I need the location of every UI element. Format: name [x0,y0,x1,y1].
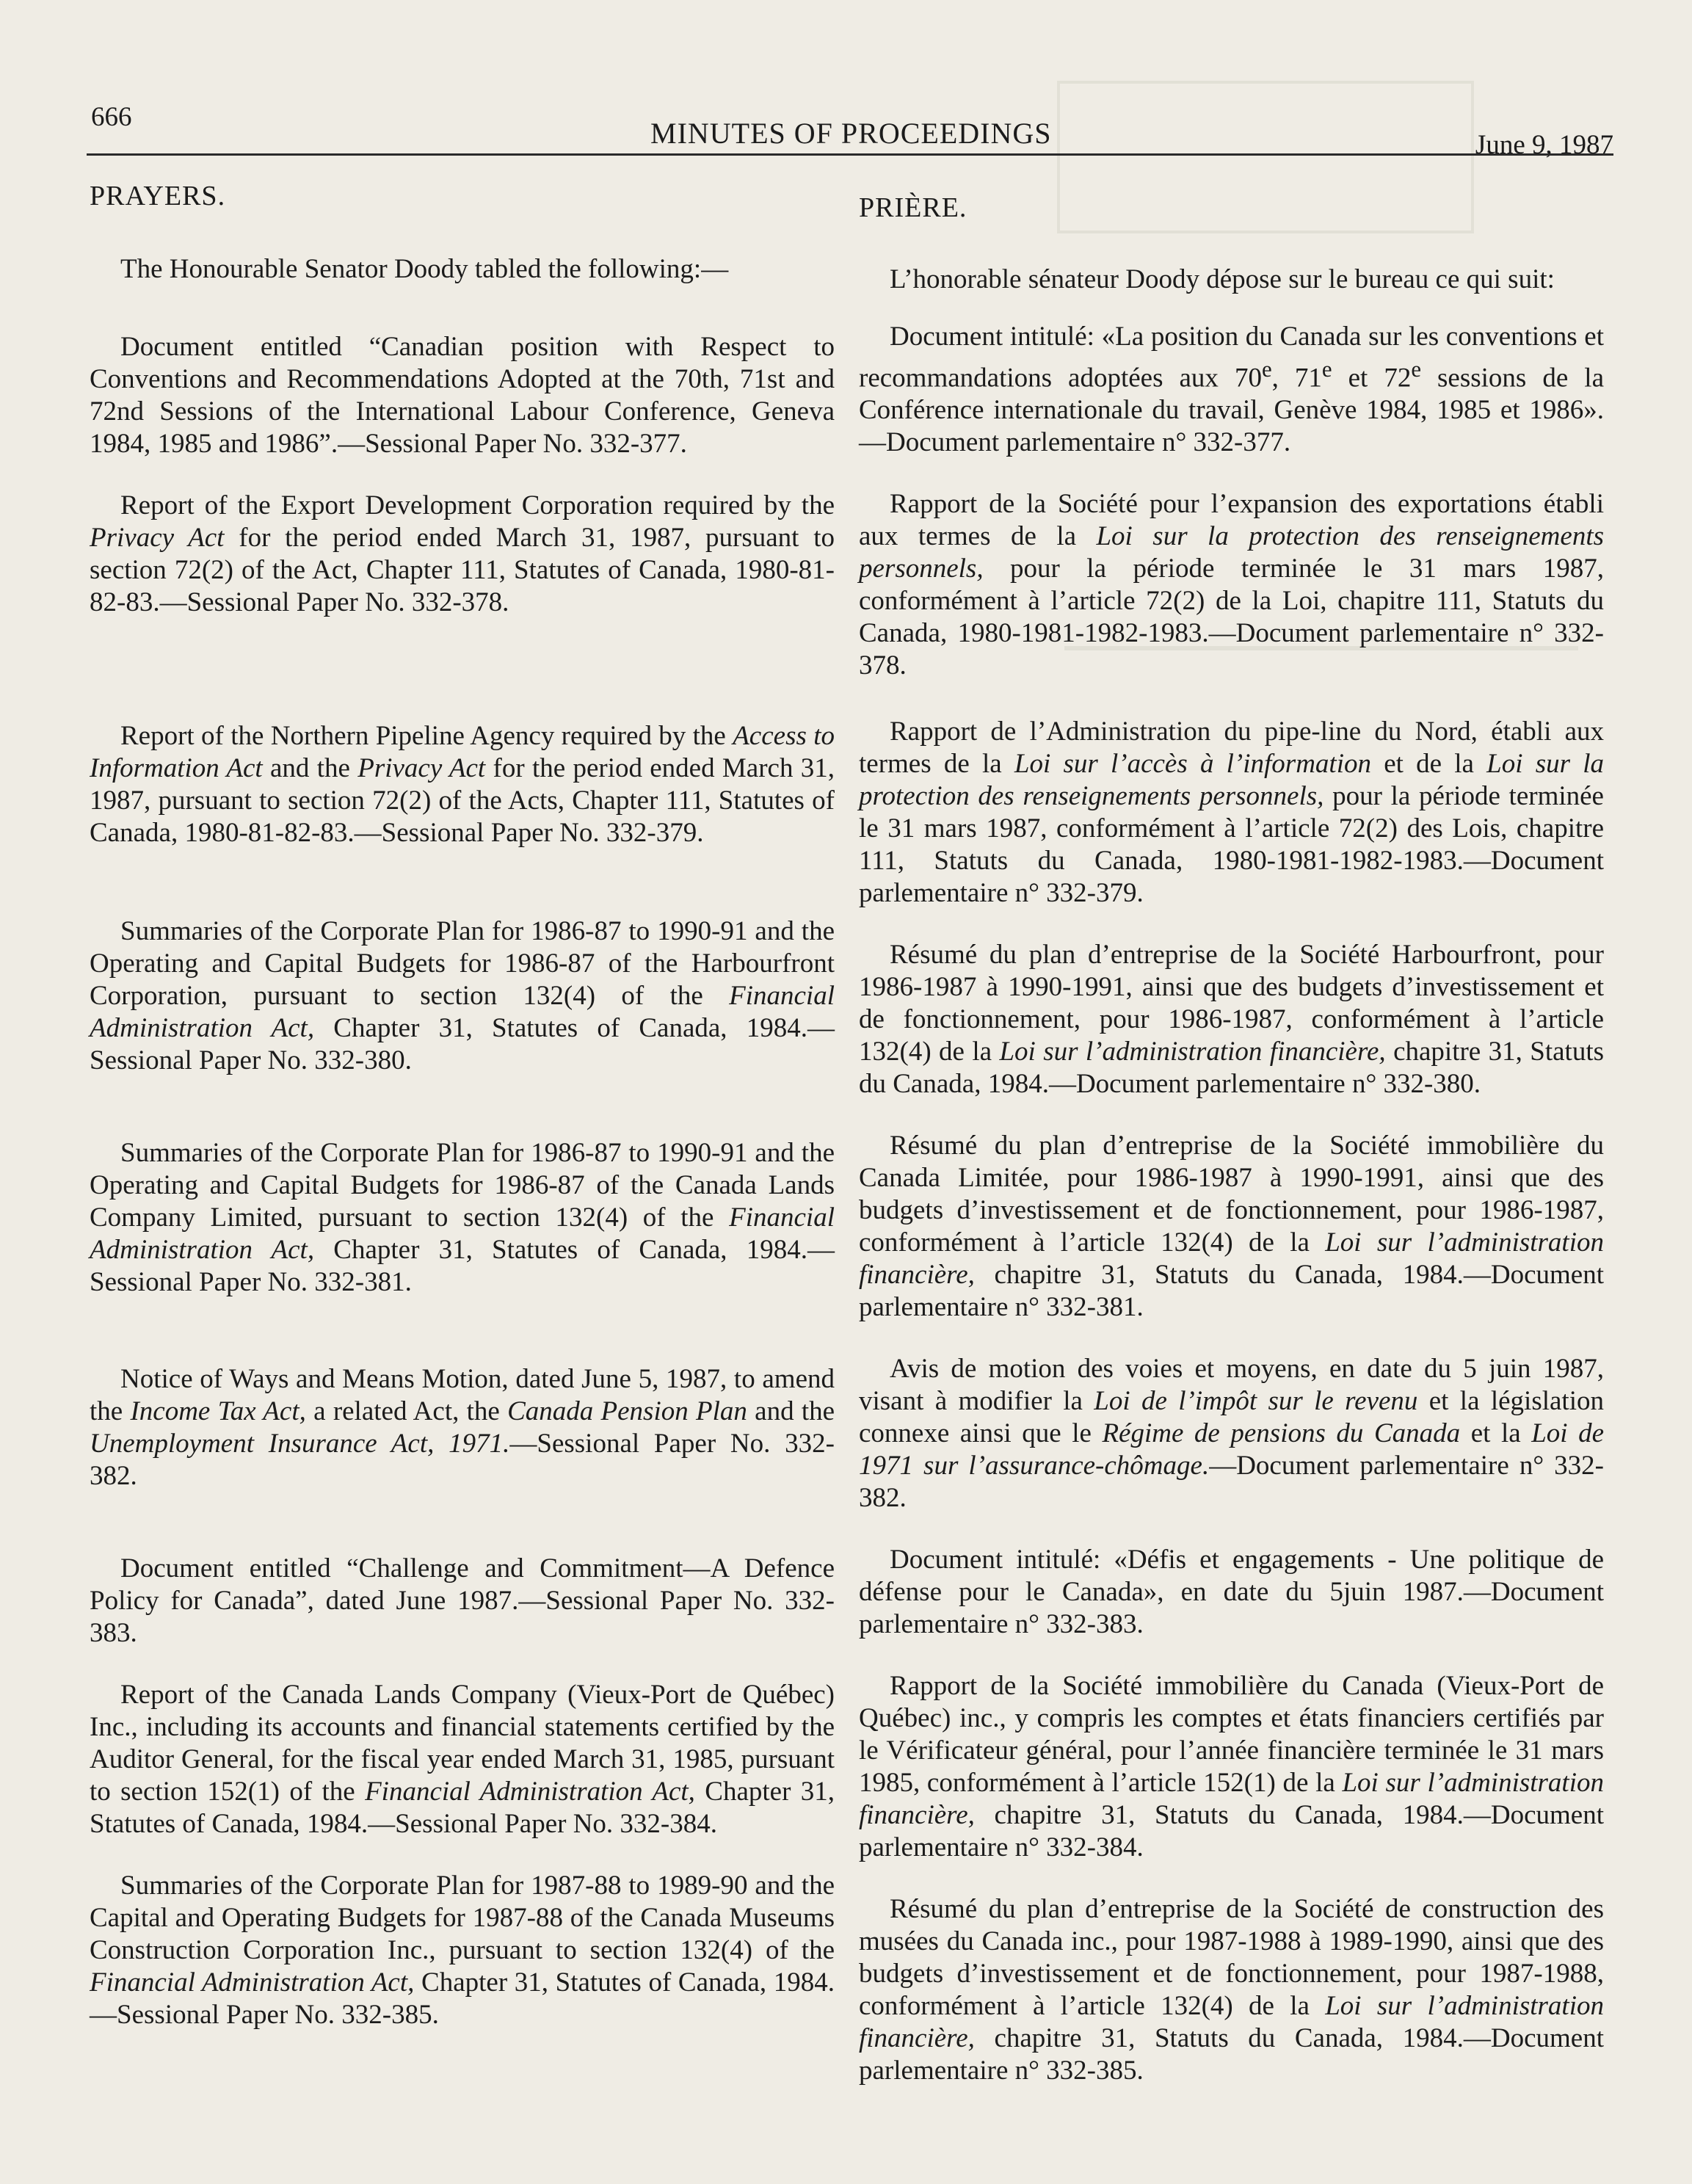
french-column [859,173,1604,2087]
french-item-8: Rapport de la Société immobilière du Canada (Vieux-Port de Québec) inc., y compris les comptes et états financiers certifiés par le Vérificateur général, pour l’année financière terminée le 31 mars 1985, conformément à l’article 152(1) de la Loi sur l’administration financière, chapitre 31, Statuts du Canada, 1984.—Document parlementaire n° 332-384. [859,1671,1604,1863]
french-item-7: Document intitulé: «Défis et engagements - Une politique de défense pour le Canada», en date du 5juin 1987.—Document parlementaire n° 332-383. [859,1545,1604,1640]
english-item-4: Summaries of the Corporate Plan for 1986-87 to 1990-91 and the Operating and Capital Budgets for 1986-87 of the Harbourfront Corporation, pursuant to section 132(4) of the Financial Administration Act, Chapter 31, Statutes of Canada, 1984.—Sessional Paper No. 332-380. [90,916,835,1075]
page-number: 666 [91,102,132,132]
english-item-3: Report of the Northern Pipeline Agency required by the Access to Information Act and the Privacy Act for the period ended March 31, 1987, pursuant to section 72(2) of the Acts, Chapter 111, Statutes of Canada, 1980-81-82-83.—Sessional Paper No. 332-379. [90,721,835,848]
english-item-8: Report of the Canada Lands Company (Vieux-Port de Québec) Inc., including its accounts and financial statements certified by the Auditor General, for the fiscal year ended March 31, 1985, pursuant to section 152(1) of the Financial Administration Act, Chapter 31, Statutes of Canada, 1984.—Sessional Paper No. 332-384. [90,1680,835,1839]
french-item-2: Rapport de la Société pour l’expansion des exportations établi aux termes de la Loi sur la protection des renseignements personnels, pour la période terminée le 31 mars 1987, conformément à l’article 72(2) de la Loi, chapitre 111, Statuts du Canada, 1980-1981-1982-1983.—Document parlementaire n° 332-378. [859,489,1605,681]
english-item-1: Document entitled “Canadian position with Respect to Conventions and Recommendations Adopted at the 70th, 71st and 72nd Sessions of the International Labour Conference, Geneva 1984, 1985 and 1986”.—Sessional Paper No. 332-377. [90,332,835,459]
english-column [90,173,835,2031]
french-item-5: Résumé du plan d’entreprise de la Société immobilière du Canada Limitée, pour 1986-1987 à 1990-1991, ainsi que des budgets d’investissement et de fonctionnement, pour 1986-1987, conformément à l’article 132(4) de la Loi sur l’administration financière, chapitre 31, Statuts du Canada, 1984.—Document parlementaire n° 332-381. [859,1131,1604,1323]
running-title: MINUTES OF PROCEEDINGS [650,117,1052,150]
english-item-5: Summaries of the Corporate Plan for 1986-87 to 1990-91 and the Operating and Capital Budgets for 1986-87 of the Canada Lands Company Limited, pursuant to section 132(4) of the Financial Administration Act, Chapter 31, Statutes of Canada, 1984.—Sessional Paper No. 332-381. [90,1138,835,1297]
english-item-7: Document entitled “Challenge and Commitment—A Defence Policy for Canada”, dated June 1987.—Sessional Paper No. 332-383. [90,1553,835,1648]
header-date: June 9, 1987 [1475,130,1613,160]
french-item-6: Avis de motion des voies et moyens, en date du 5 juin 1987, visant à modifier la Loi de l’impôt sur le revenu et la législation connexe ainsi que le Régime de pensions du Canada et la Loi de 1971 sur l’assurance-chômage.—Document parlementaire n° 332-382. [859,1354,1605,1514]
french-item-9: Résumé du plan d’entreprise de la Société de construction des musées du Canada inc., pour 1987-1988 à 1989-1990, ainsi que des budgets d’investissement et de fonctionnement, pour 1987-1988, conformément à l’article 132(4) de la Loi sur l’administration financière, chapitre 31, Statuts du Canada, 1984.—Document parlementaire n° 332-385. [859,1894,1604,2086]
french-heading: PRIÈRE. [859,192,967,223]
french-item-1: Document intitulé: «La position du Canada sur les conventions et recommandations adoptées aux 70e, 71e et 72e sessions de la Conférence internationale du travail, Genève 1984, 1985 et 1986».—Document parlementaire n° 332-377. [859,322,1604,458]
english-item-9: Summaries of the Corporate Plan for 1987-88 to 1989-90 and the Capital and Operating Budgets for 1987-88 of the Canada Museums Construction Corporation Inc., pursuant to section 132(4) of the Financial Administration Act, Chapter 31, Statutes of Canada, 1984.—Sessional Paper No. 332-385. [90,1871,835,2030]
english-intro: The Honourable Senator Doody tabled the following:— [120,254,729,284]
header-rule [87,153,1613,156]
page-header [87,101,1613,160]
french-item-3: Rapport de l’Administration du pipe-line du Nord, établi aux termes de la Loi sur l’accès à l’information et de la Loi sur la protection des renseignements personnels, pour la période terminée le 31 mars 1987, conformément à l’article 72(2) des Lois, chapitre 111, Statuts du Canada, 1980-1981-1982-1983.—Document parlementaire n° 332-379. [859,716,1605,909]
english-item-2: Report of the Export Development Corporation required by the Privacy Act for the period ended March 31, 1987, pursuant to section 72(2) of the Act, Chapter 111, Statutes of Canada, 1980-81-82-83.—Sessional Paper No. 332-378. [90,490,835,617]
english-item-6: Notice of Ways and Means Motion, dated June 5, 1987, to amend the Income Tax Act, a related Act, the Canada Pension Plan and the Unemployment Insurance Act, 1971.—Sessional Paper No. 332-382. [90,1364,835,1491]
french-intro: L’honorable sénateur Doody dépose sur le bureau ce qui suit: [890,264,1555,294]
english-heading: PRAYERS. [90,181,226,211]
french-item-4: Résumé du plan d’entreprise de la Société Harbourfront, pour 1986-1987 à 1990-1991, ainsi que des budgets d’investissement et de fonctionnement, pour 1986-1987, conformément à l’article 132(4) de la Loi sur l’administration financière, chapitre 31, Statuts du Canada, 1984.—Document parlementaire n° 332-380. [859,940,1604,1100]
